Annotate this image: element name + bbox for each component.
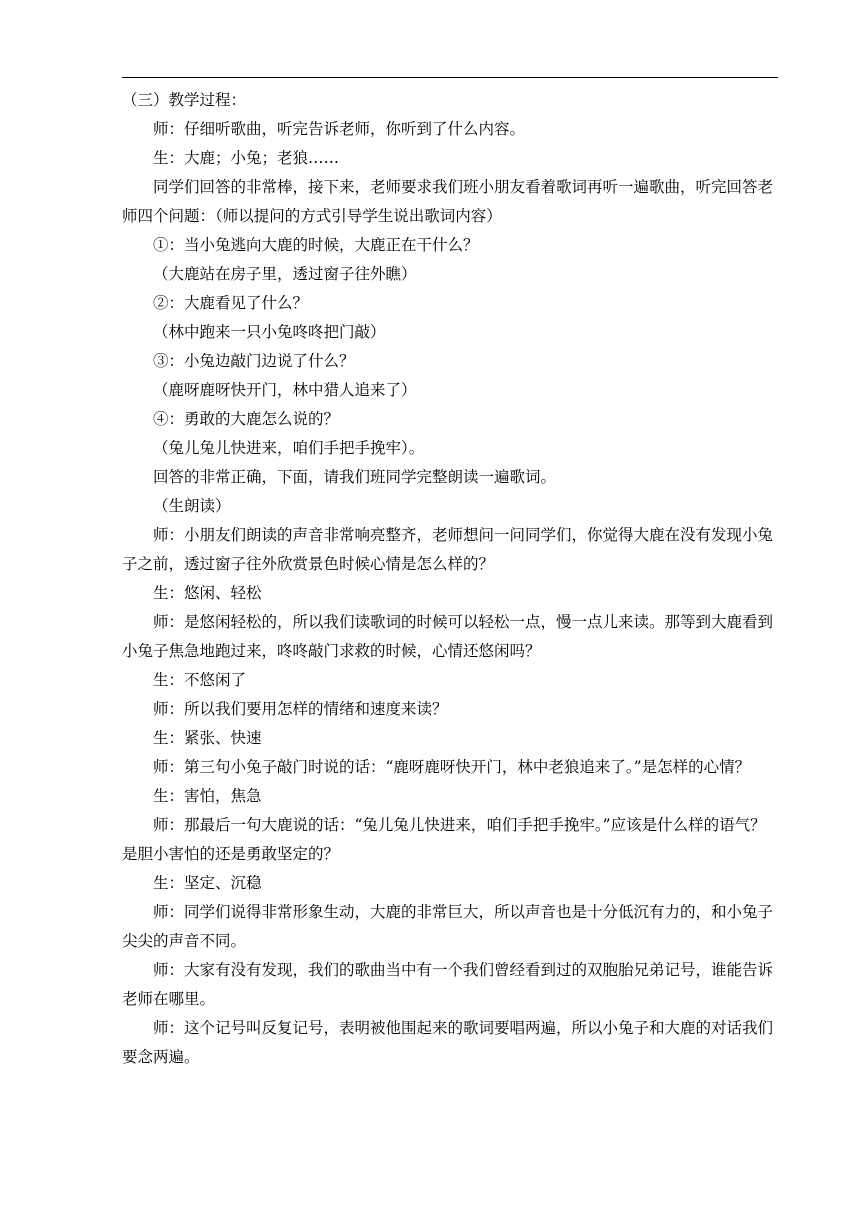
paragraph: ③：小兔边敲门边说了什么？ <box>153 352 355 370</box>
paragraph: 同学们回答的非常棒，接下来，老师要求我们班小朋友看着歌词再听一遍歌曲，听完回答老师四个问题：（师以提问的方式引导学生说出歌词内容） <box>122 178 774 225</box>
paragraph: 师：是悠闲轻松的，所以我们读歌词的时候可以轻松一点，慢一点儿来读。那等到大鹿看到小兔子焦急地跑过来，咚咚敲门求救的时候，心情还悠闲吗？ <box>122 613 774 660</box>
paragraph: 生：大鹿；小兔；老狼…… <box>153 149 340 167</box>
paragraph: 师：那最后一句大鹿说的话：“兔儿兔儿快进来，咱们手把手挽牢。”应该是什么样的语气？是胆小害怕的还是勇敢坚定的？ <box>122 816 766 863</box>
document-body <box>122 86 778 1072</box>
paragraph: 生：紧张、快速 <box>153 729 262 747</box>
paragraph: 生：坚定、沉稳 <box>153 874 262 892</box>
paragraph: （生朗读） <box>153 497 231 515</box>
paragraph: 生：悠闲、轻松 <box>153 584 262 602</box>
paragraph: ①：当小兔逃向大鹿的时候，大鹿正在干什么？ <box>153 236 479 254</box>
paragraph: （兔儿兔儿快进来，咱们手把手挽牢）。 <box>153 439 425 457</box>
paragraph: 生：不悠闲了 <box>153 671 247 689</box>
paragraph: 师：小朋友们朗读的声音非常响亮整齐，老师想问一问同学们，你觉得大鹿在没有发现小兔子之前，透过窗子往外欣赏景色时候心情是怎么样的？ <box>122 526 774 573</box>
paragraph: （鹿呀鹿呀快开门，林中猎人追来了） <box>153 381 417 399</box>
paragraph: 生：害怕，焦急 <box>153 787 262 805</box>
paragraph: 师：所以我们要用怎样的情绪和速度来读？ <box>153 700 448 718</box>
paragraph: （三）教学过程： <box>122 91 247 109</box>
paragraph: 师：大家有没有发现，我们的歌曲当中有一个我们曾经看到过的双胞胎兄弟记号，谁能告诉老师在哪里。 <box>122 961 774 1008</box>
paragraph: （大鹿站在房子里，透过窗子往外瞧） <box>153 265 417 283</box>
paragraph: 师：仔细听歌曲，听完告诉老师，你听到了什么内容。 <box>153 120 526 138</box>
paragraph: 回答的非常正确，下面，请我们班同学完整朗读一遍歌词。 <box>153 468 557 486</box>
paragraph: 师：同学们说得非常形象生动，大鹿的非常巨大，所以声音也是十分低沉有力的，和小兔子尖尖的声音不同。 <box>122 903 774 950</box>
paragraph: 师：第三句小兔子敲门时说的话：“鹿呀鹿呀快开门，林中老狼追来了。”是怎样的心情？ <box>153 758 751 776</box>
header-rule <box>122 77 778 78</box>
paragraph: （林中跑来一只小兔咚咚把门敲） <box>153 323 386 341</box>
paragraph: ②：大鹿看见了什么？ <box>153 294 309 312</box>
paragraph: ④：勇敢的大鹿怎么说的？ <box>153 410 340 428</box>
paragraph: 师：这个记号叫反复记号，表明被他围起来的歌词要唱两遍，所以小兔子和大鹿的对话我们要念两遍。 <box>122 1019 774 1066</box>
